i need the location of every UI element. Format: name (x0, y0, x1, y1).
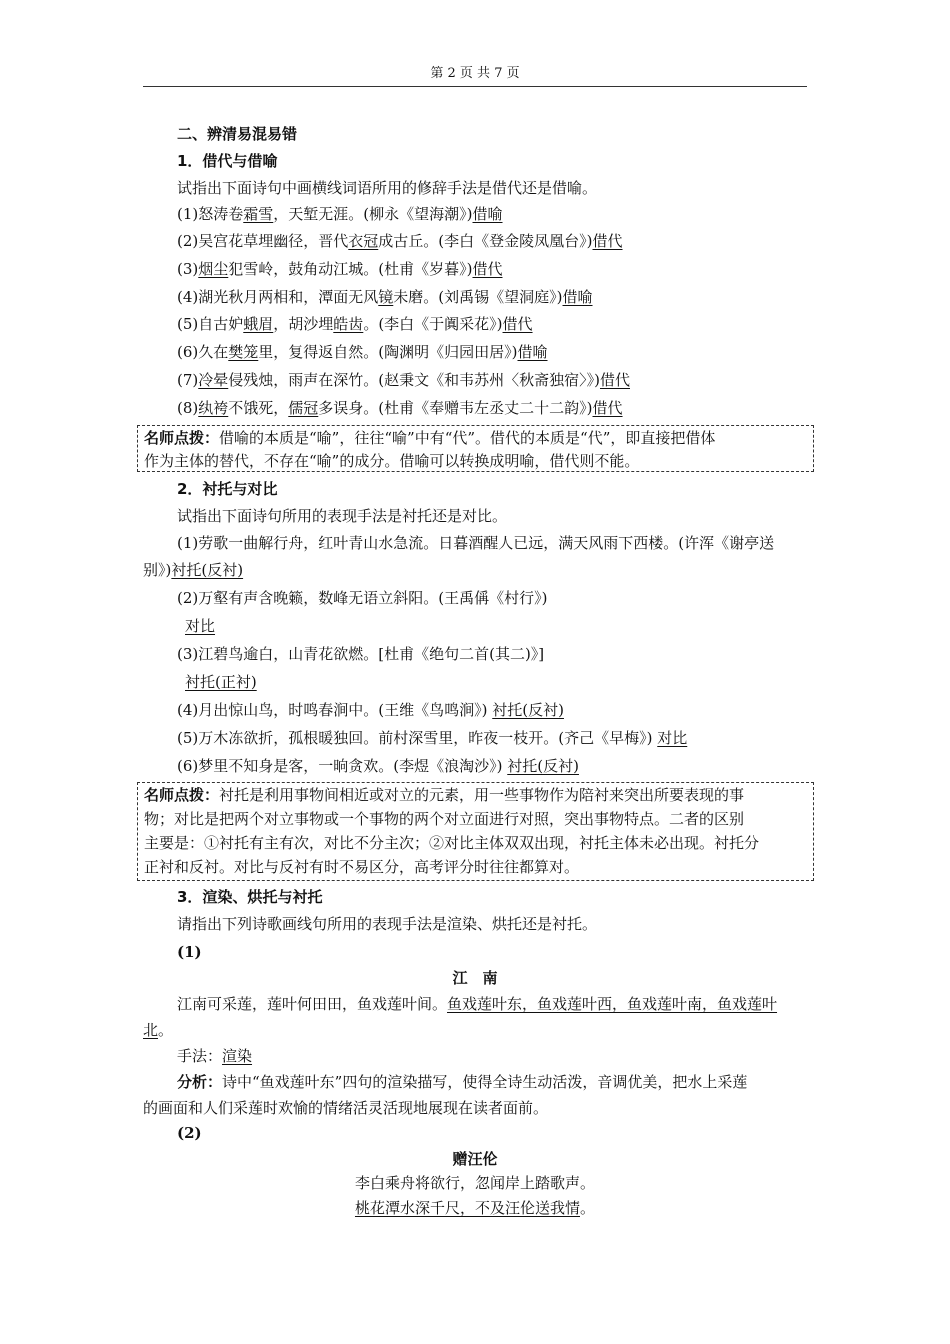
poem-zengwanglun-line-2: 桃花潭水深千尺，不及汪伦送我情。 (354, 1199, 596, 1217)
part1-item-4: (4)湖光秋月两相和，潭面无风镜未磨。(刘禹锡《望洞庭》)借喻 (177, 288, 593, 306)
part1-heading: 1．借代与借喻 (177, 152, 278, 170)
part2-item-2-answer: 对比 (185, 617, 216, 635)
answer: 渲染 (222, 1047, 253, 1065)
section-title: 二、辨清易混易错 (177, 125, 298, 143)
part1-item-1: (1)怒涛卷霜雪，天堑无涯。(柳永《望海潮》)借喻 (177, 205, 503, 223)
part2-item-3-answer: 衬托(正衬) (185, 673, 257, 691)
answer: 借代 (502, 315, 533, 333)
part2-item-2: (2)万壑有声含晚籁，数峰无语立斜阳。(王禹偁《村行》) (177, 589, 548, 607)
poem-jiangnan-line-1: 江南可采莲，莲叶何田田，鱼戏莲叶间。鱼戏莲叶东，鱼戏莲叶西，鱼戏莲叶南，鱼戏莲叶 (177, 995, 778, 1013)
part2-item-6: (6)梦里不知身是客，一晌贪欢。(李煜《浪淘沙》) 衬托(反衬) (177, 757, 579, 775)
answer: 对比 (657, 729, 688, 747)
answer: 借代 (472, 260, 503, 278)
answer: 衬托(反衬) (171, 561, 244, 579)
part2-heading: 2．衬托与对比 (177, 480, 278, 498)
part2-item-4: (4)月出惊山鸟，时鸣春涧中。(王维《鸟鸣涧》) 衬托(反衬) (177, 701, 564, 719)
tip-2-line-2: 物；对比是把两个对立事物或一个事物的两个对立面进行对照，突出事物特点。二者的区别 (144, 810, 745, 828)
method-line: 手法：渲染 (177, 1047, 253, 1065)
analysis-line-1: 分析：诗中“鱼戏莲叶东”四句的渲染描写，使得全诗生动活泼，音调优美，把水上采莲 (177, 1073, 748, 1091)
poem-title-zengwanglun: 赠汪伦 (452, 1150, 498, 1168)
part2-item-1: (1)劳歌一曲解行舟，红叶青山水急流。日暮酒醒人已远，满天风雨下西楼。(许浑《谢亭送 (177, 534, 775, 552)
page-header: 第 2 页 共 7 页 (430, 66, 520, 81)
part3-instruction: 请指出下列诗歌画线句所用的表现手法是渲染、烘托还是衬托。 (177, 915, 598, 933)
answer: 借代 (592, 399, 623, 417)
answer: 借喻 (517, 343, 548, 361)
tip-2-line-3: 主要是：①衬托有主有次，对比不分主次；②对比主体双双出现，衬托主体未必出现。衬托分 (144, 834, 760, 852)
tip-1-line-2: 作为主体的替代，不存在“喻”的成分。借喻可以转换成明喻，借代则不能。 (144, 452, 640, 470)
part1-item-2: (2)吴宫花草埋幽径，晋代衣冠成古丘。(李白《登金陵凤凰台》)借代 (177, 232, 623, 250)
poem-zengwanglun-line-1: 李白乘舟将欲行，忽闻岸上踏歌声。 (354, 1174, 595, 1192)
tip-2-line-4: 正衬和反衬。对比与反衬有时不易区分，高考评分时往往都算对。 (144, 858, 580, 876)
part1-item-7: (7)冷晕侵残烛，雨声在深竹。(赵秉文《和韦苏州〈秋斋独宿〉》)借代 (177, 371, 630, 389)
part3-heading: 3．渲染、烘托与衬托 (177, 888, 323, 906)
part3-q1-number: (1) (177, 943, 202, 961)
part2-item-1-cont: 别》)衬托(反衬) (143, 561, 244, 579)
answer: 借代 (599, 371, 630, 389)
part1-item-6: (6)久在樊笼里，复得返自然。(陶渊明《归园田居》)借喻 (177, 343, 548, 361)
analysis-line-2: 的画面和人们采莲时欢愉的情绪活灵活现地展现在读者面前。 (143, 1099, 549, 1117)
tip-2-line-1: 名师点拨：衬托是利用事物间相近或对立的元素，用一些事物作为陪衬来突出所要表现的事 (144, 786, 745, 804)
answer: 借代 (592, 232, 623, 250)
part1-item-8: (8)纨袴不饿死，儒冠多误身。(杜甫《奉赠韦左丞丈二十二韵》)借代 (177, 399, 623, 417)
answer: 衬托(反衬) (507, 757, 579, 775)
part2-item-5: (5)万木冻欲折，孤根暖独回。前村深雪里，昨夜一枝开。(齐己《早梅》) 对比 (177, 729, 688, 747)
part2-item-3: (3)江碧鸟逾白，山青花欲燃。[杜甫《绝句二首(其二)》] (177, 645, 545, 663)
part3-q2-number: (2) (177, 1124, 202, 1142)
poem-jiangnan-line-2: 北。 (143, 1021, 174, 1039)
answer: 衬托(反衬) (492, 701, 564, 719)
header-rule (143, 86, 807, 87)
tip-1-line-1: 名师点拨：借喻的本质是“喻”，往往“喻”中有“代”。借代的本质是“代”，即直接把借体 (144, 429, 716, 447)
part1-instruction: 试指出下面诗句中画横线词语所用的修辞手法是借代还是借喻。 (177, 179, 598, 197)
part1-item-5: (5)自古妒蛾眉，胡沙埋皓齿。(李白《于阗采花》)借代 (177, 315, 533, 333)
part2-instruction: 试指出下面诗句所用的表现手法是衬托还是对比。 (177, 507, 508, 525)
poem-title-jiangnan: 江 南 (452, 969, 498, 987)
answer: 借喻 (562, 288, 593, 306)
part1-item-3: (3)烟尘犯雪岭，鼓角动江城。(杜甫《岁暮》)借代 (177, 260, 503, 278)
answer: 借喻 (472, 205, 503, 223)
